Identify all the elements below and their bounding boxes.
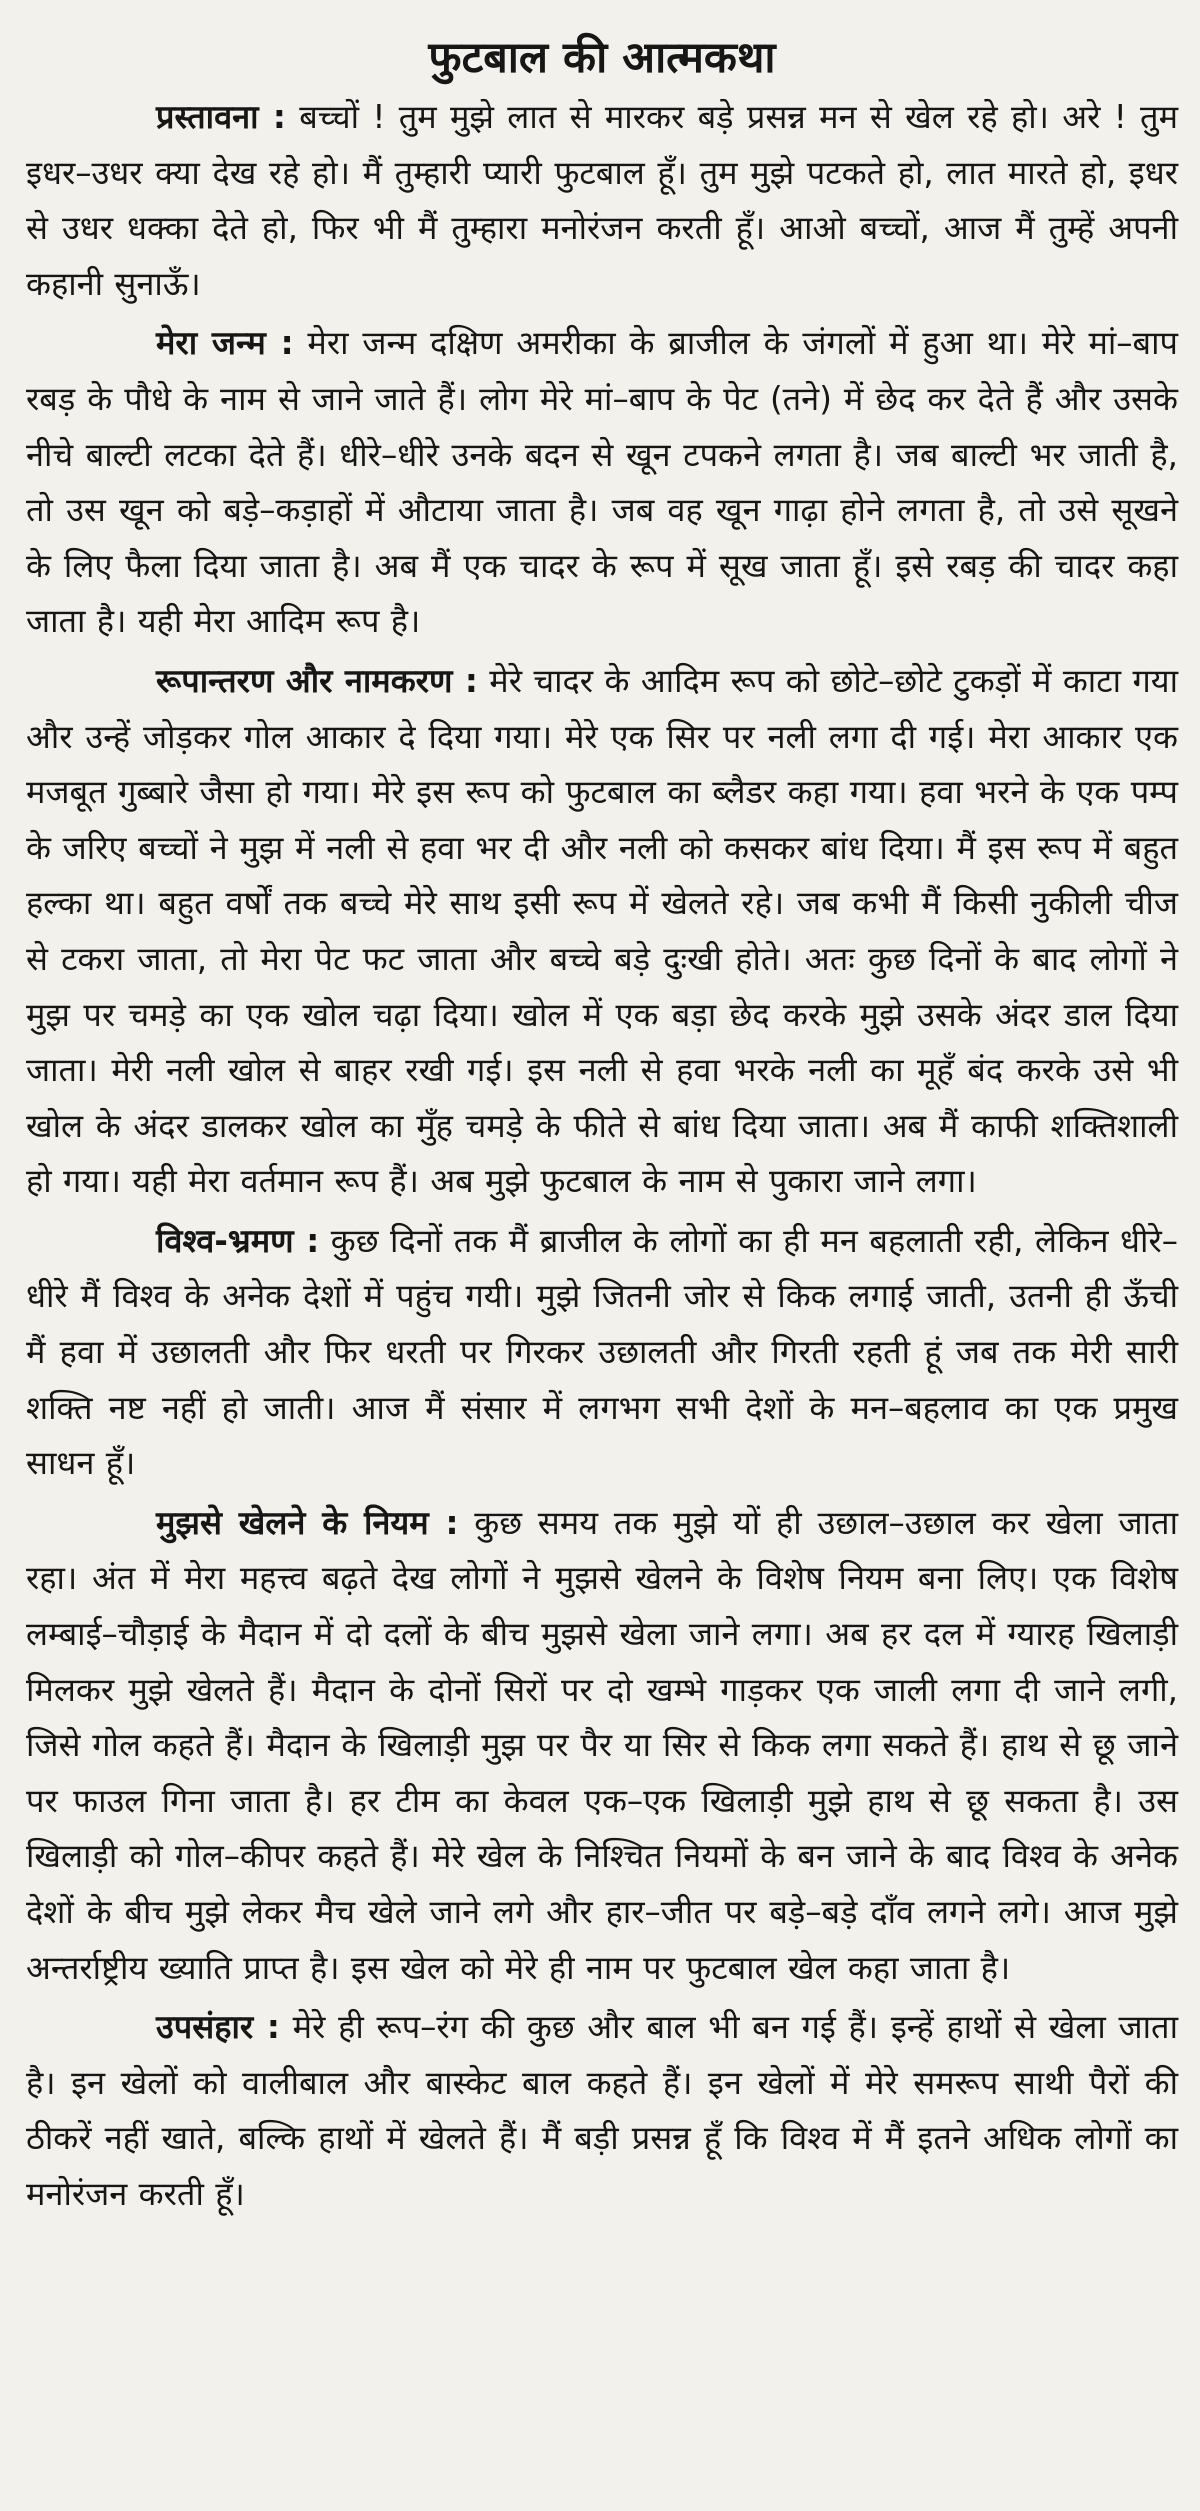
section-introduction (26, 90, 1178, 312)
section-text: कुछ दिनों तक मैं ब्राजील के लोगों का ही मन बहलाती रही, लेकिन धीरे–धीरे मैं विश्व के अनेक देशों में पहुंच गयी। मुझे जितनी जोर से किक लगाई जाती, उतनी ही ऊँची मैं हवा में उछालती और फिर धरती पर गिरकर उछालती और गिरती रहती हूं जब तक मेरी सारी शक्ति नष्ट नहीं हो जाती। आज मैं संसार में लगभग सभी देशों के मन–बहलाव का एक प्रमुख साधन हूँ। (26, 1221, 1178, 1483)
essay-title: फुटबाल की आत्मकथा (428, 33, 776, 83)
section-transformation (26, 654, 1178, 1210)
section-text: मेरे चादर के आदिम रूप को छोटे–छोटे टुकड़ों में काटा गया और उन्हें जोड़कर गोल आकार दे दिया गया। मेरे एक सिर पर नली लगा दी गई। मेरा आकार एक मजबूत गुब्बारे जैसा हो गया। मेरे इस रूप को फुटबाल का ब्लैडर कहा गया। हवा भरने के एक पम्प के जरिए बच्चों ने मुझ में नली से हवा भर दी और नली को कसकर बांध दिया। मैं इस रूप में बहुत हल्का था। बहुत वर्षों तक बच्चे मेरे साथ इसी रूप में खेलते रहे। जब कभी मैं किसी नुकीली चीज से टकरा जाता, तो मेरा पेट फट जाता और बच्चे बड़े दुःखी होते। अतः कुछ दिनों के बाद लोगों ने मुझ पर चमड़े का एक खोल चढ़ा दिया। खोल में एक बड़ा छेद करके मुझे उसके अंदर डाल दिया जाता। मेरी नली खोल से बाहर रखी गई। इस नली से हवा भरके नली का मूहँ बंद करके उसे भी खोल के अंदर डालकर खोल का मुँह चमड़े के फीते से बांध दिया जाता। अब मैं काफी शक्तिशाली हो गया। यही मेरा वर्तमान रूप हैं। अब मुझे फुटबाल के नाम से पुकारा जाने लगा। (26, 661, 1179, 1201)
section-text: कुछ समय तक मुझे यों ही उछाल–उछाल कर खेला जाता रहा। अंत में मेरा महत्त्व बढ़ते देख लोगों ने मुझसे खेलने के विशेष नियम बना लिए। एक विशेष लम्बाई–चौड़ाई के मैदान में दो दलों के बीच मुझसे खेला जाने लगा। अब हर दल में ग्यारह खिलाड़ी मिलकर मुझे खेलते हैं। मैदान के दोनों सिरों पर दो खम्भे गाड़कर एक जाली लगा दी जाने लगी, जिसे गोल कहते हैं। मैदान के खिलाड़ी मुझ पर पैर या सिर से किक लगा सकते हैं। हाथ से छू जाने पर फाउल गिना जाता है। हर टीम का केवल एक–एक खिलाड़ी मुझे हाथ से छू सकता है। उस खिलाड़ी को गोल–कीपर कहते हैं। मेरे खेल के निश्चित नियमों के बन जाने के बाद विश्व के अनेक देशों के बीच मुझे लेकर मैच खेले जाने लगे और हार–जीत पर बड़े–बड़े दाँव लगने लगे। आज मुझे अन्तर्राष्ट्रीय ख्याति प्राप्त है। इस खेल को मेरे ही नाम पर फुटबाल खेल कहा जाता है। (26, 1503, 1178, 1987)
section-heading: प्रस्तावना : (156, 98, 286, 136)
section-heading: उपसंहार : (156, 2008, 280, 2047)
section-conclusion (26, 2000, 1178, 2222)
section-heading: विश्व-भ्रमण : (156, 1221, 320, 1260)
section-text: बच्चों ! तुम मुझे लात से मारकर बड़े प्रसन्न मन से खेल रहे हो। अरे ! तुम इधर–उधर क्या देख रहे हो। मैं तुम्हारी प्यारी फुटबाल हूँ। तुम मुझे पटकते हो, लात मारते हो, इधर से उधर धक्का देते हो, फिर भी मैं तुम्हारा मनोरंजन करती हूँ। आओ बच्चों, आज मैं तुम्हें अपनी कहानी सुनाऊँ। (26, 98, 1178, 303)
section-heading: रूपान्तरण और नामकरण : (156, 661, 478, 700)
section-heading: मेरा जन्म : (156, 324, 294, 363)
section-rules (26, 1496, 1178, 1996)
section-text: मेरे ही रूप–रंग की कुछ और बाल भी बन गई हैं। इन्हें हाथों से खेला जाता है। इन खेलों को वालीबाल और बास्केट बाल कहते हैं। इन खेलों में मेरे समरूप साथी पैरों की ठीकरें नहीं खाते, बल्कि हाथों में खेलते हैं। मैं बड़ी प्रसन्न हूँ कि विश्व में मैं इतने अधिक लोगों का मनोरंजन करती हूँ। (26, 2008, 1178, 2213)
section-heading: मुझसे खेलने के नियम : (156, 1503, 459, 1542)
section-birth (26, 316, 1178, 650)
section-world-tour (26, 1214, 1178, 1492)
section-text: मेरा जन्म दक्षिण अमरीका के ब्राजील के जंगलों में हुआ था। मेरे मां–बाप रबड़ के पौधे के नाम से जाने जाते हैं। लोग मेरे मां–बाप के पेट (तने) में छेद कर देते हैं और उसके नीचे बाल्टी लटका देते हैं। धीरे–धीरे उनके बदन से खून टपकने लगता है। जब बाल्टी भर जाती है, तो उस खून को बड़े–कड़ाहों में औटाया जाता है। जब वह खून गाढ़ा होने लगता है, तो उसे सूखने के लिए फैला दिया जाता है। अब मैं एक चादर के रूप में सूख जाता हूँ। इसे रबड़ की चादर कहा जाता है। यही मेरा आदिम रूप है। (26, 324, 1178, 641)
